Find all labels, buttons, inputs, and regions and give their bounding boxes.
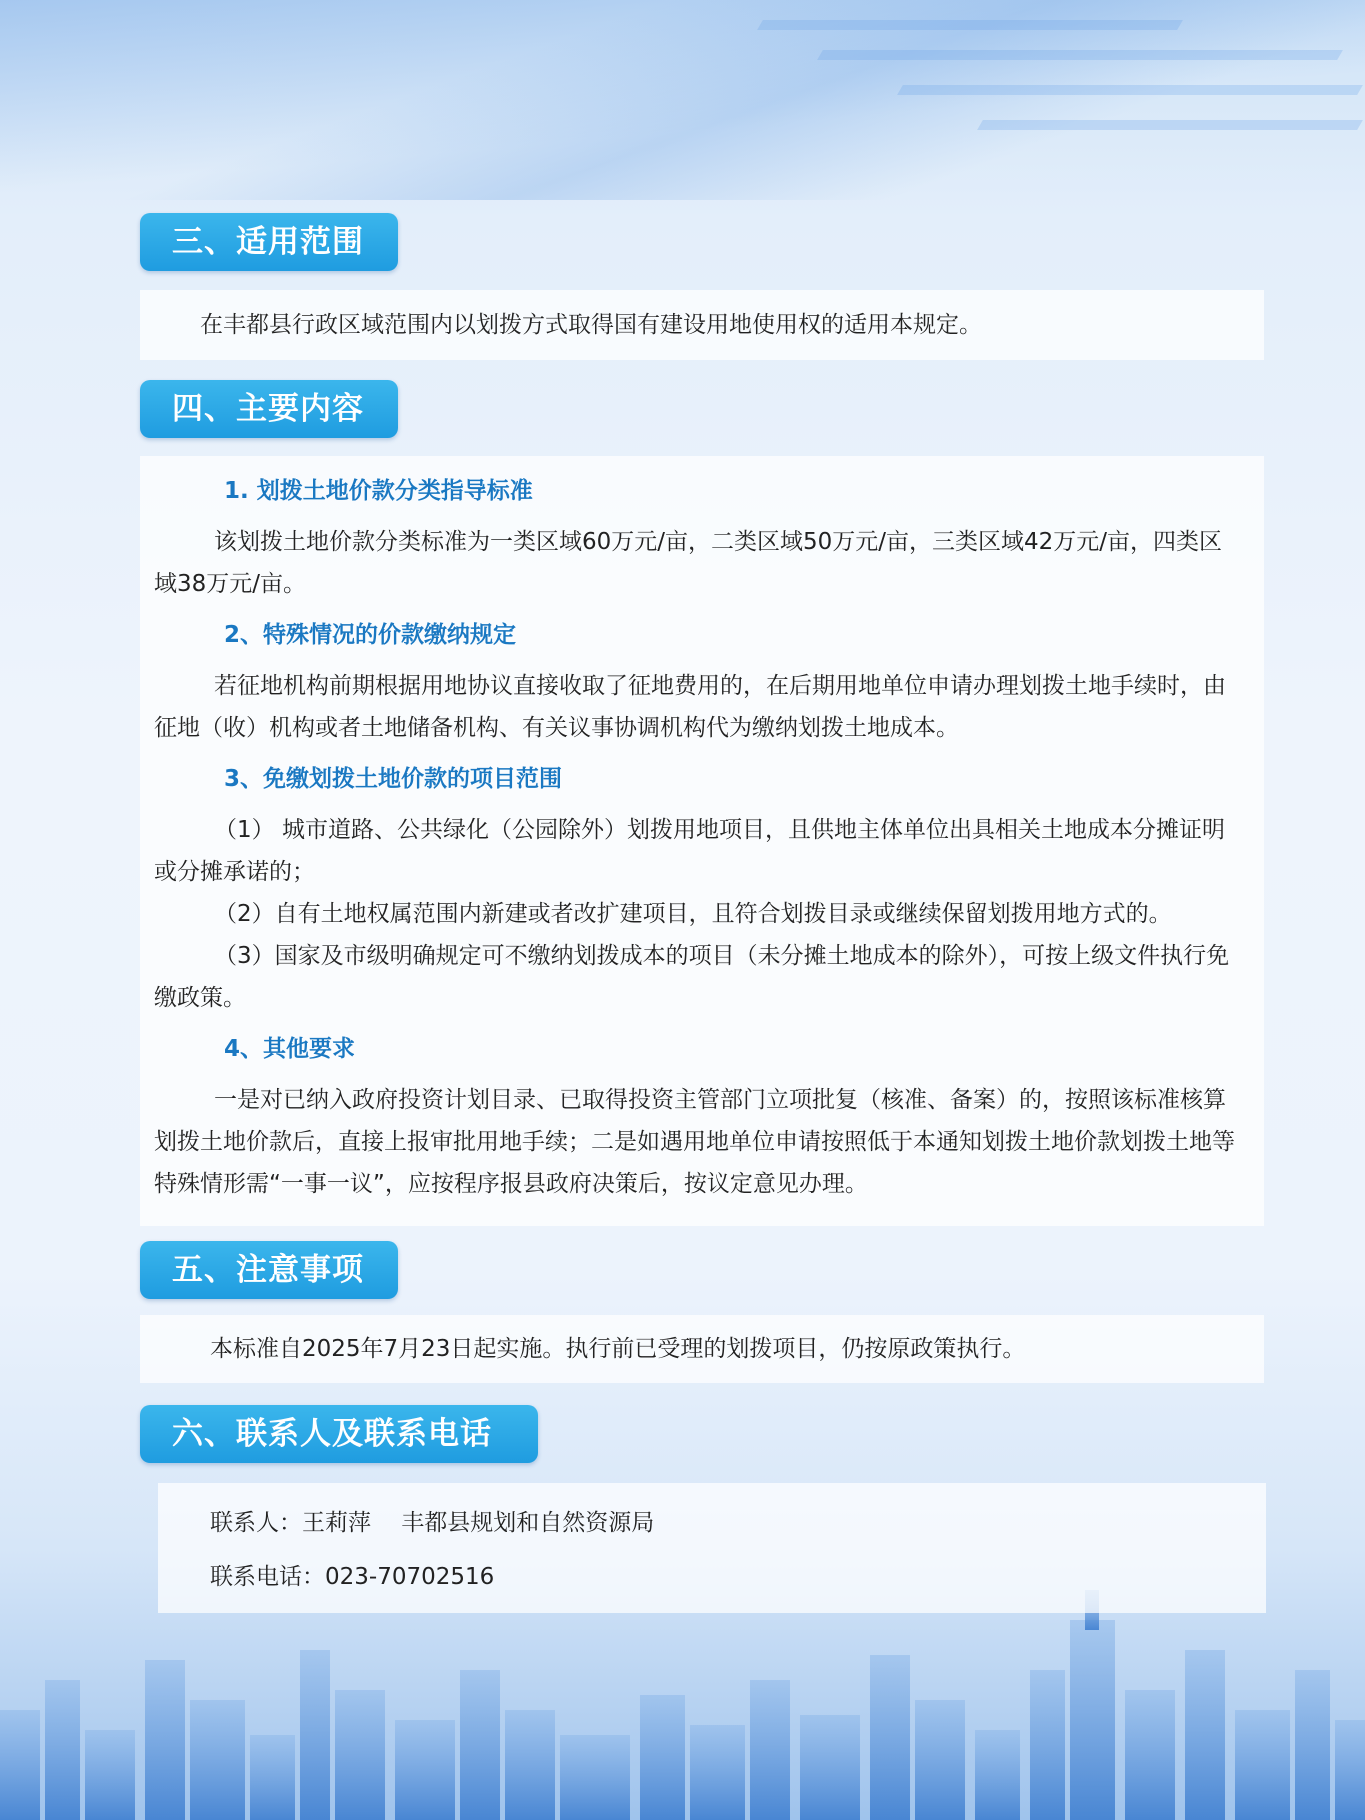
section-title-main-content: 四、主要内容	[140, 380, 398, 438]
section-title-scope: 三、适用范围	[140, 213, 398, 271]
notes-text: 本标准自2025年7月23日起实施。执行前已受理的划拨项目，仍按原政策执行。	[210, 1336, 1026, 1362]
section-panel-notes	[140, 1315, 1264, 1383]
subheading-special-cases: 2、特殊情况的价款缴纳规定	[224, 622, 517, 648]
exemption-item-1: （1） 城市道路、公共绿化（公园除外）划拨用地项目，且供地主体单位出具相关土地成本分摊证明或分摊承诺的；	[154, 817, 1225, 885]
scope-text: 在丰都县行政区域范围内以划拨方式取得国有建设用地使用权的适用本规定。	[200, 312, 982, 338]
section-panel-main-content	[140, 456, 1264, 1226]
section-panel-contact	[158, 1483, 1266, 1613]
subheading-other-requirements: 4、其他要求	[224, 1036, 356, 1062]
other-requirements-text: 一是对已纳入政府投资计划目录、已取得投资主管部门立项批复（核准、备案）的，按照该标准核算划拨土地价款后，直接上报审批用地手续；二是如遇用地单位申请按照低于本通知划拨土地价款划拨土地等特殊情形需“一事一议”，应按程序报县政府决策后，按议定意见办理。	[154, 1087, 1235, 1197]
contact-phone: 联系电话：023-70702516	[210, 1564, 495, 1590]
special-cases-text: 若征地机构前期根据用地协议直接收取了征地费用的，在后期用地单位申请办理划拨土地手续时，由征地（收）机构或者土地储备机构、有关议事协调机构代为缴纳划拨土地成本。	[154, 673, 1226, 741]
price-standard-text: 该划拨土地价款分类标准为一类区域60万元/亩，二类区域50万元/亩，三类区域42万元/亩，四类区域38万元/亩。	[154, 529, 1223, 597]
section-title-notes: 五、注意事项	[140, 1241, 398, 1299]
section-title-contact: 六、联系人及联系电话	[140, 1405, 538, 1463]
subheading-price-standard: 1. 划拨土地价款分类指导标准	[224, 478, 533, 504]
exemption-item-2: （2）自有土地权属范围内新建或者改扩建项目，且符合划拨目录或继续保留划拨用地方式的。	[214, 901, 1172, 927]
subheading-exemption-scope: 3、免缴划拨土地价款的项目范围	[224, 766, 563, 792]
section-panel-scope	[140, 290, 1264, 360]
contact-person: 联系人：王莉萍 丰都县规划和自然资源局	[210, 1510, 655, 1536]
exemption-item-3: （3）国家及市级明确规定可不缴纳划拨成本的项目（未分摊土地成本的除外），可按上级文件执行免缴政策。	[154, 943, 1230, 1011]
